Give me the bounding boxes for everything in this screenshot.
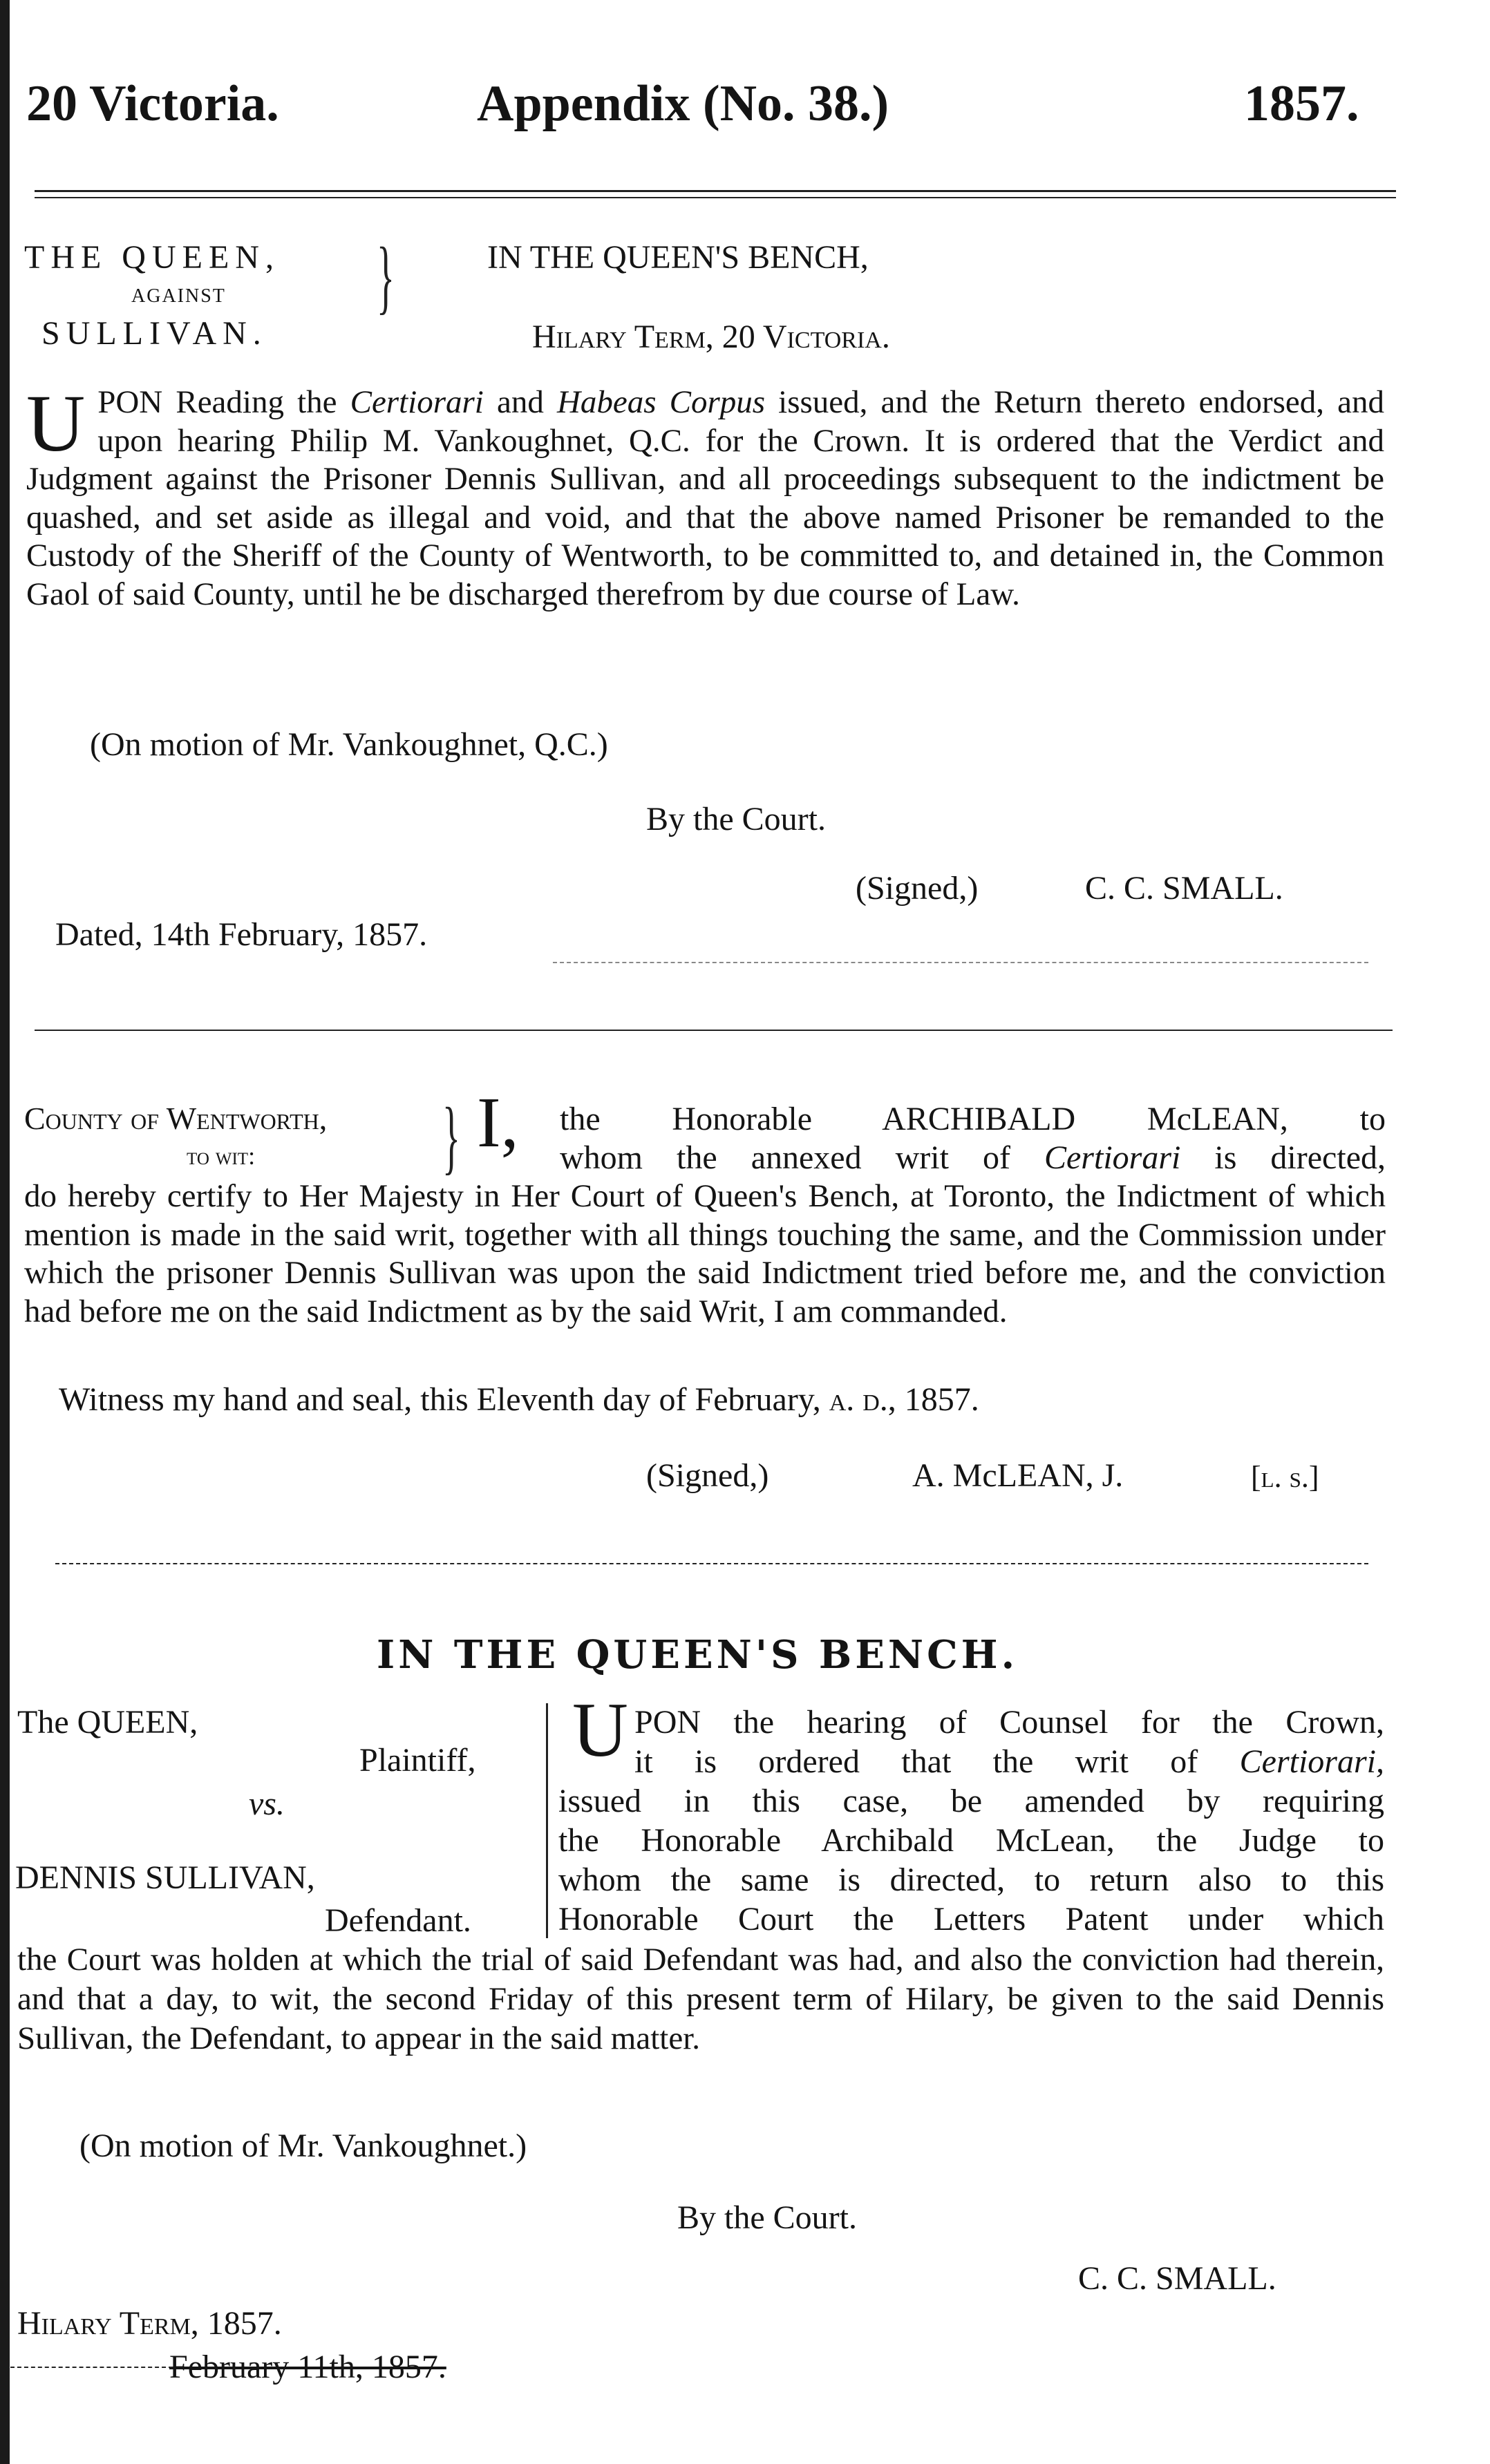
order2-case-bracket — [538, 1703, 548, 1938]
header-left: 20 Victoria. — [26, 75, 279, 132]
cert-body: do hereby certify to Her Majesty in Her Court of Queen's Bench, at Toronto, the Indictment of which mention is made in the said writ, together with all things touching the same, and the Commission under which the prisoner Dennis Sullivan was upon the said Indictment tried before me, and the conviction had before me on the said Indictment as by the said Writ, I am commanded. — [24, 1178, 1386, 1329]
cert-signed: (Signed,) — [646, 1457, 769, 1494]
case-left-2: AGAINST — [131, 285, 226, 307]
order2-date: February 11th, 1857. — [169, 2349, 446, 2385]
county-label: County of Wentworth, — [24, 1101, 328, 1136]
order2-case-5: Defendant. — [325, 1902, 471, 1939]
order1-dated: Dated, 14th February, 1857. — [55, 916, 428, 953]
order2-case-1: The QUEEN, — [17, 1704, 198, 1741]
drop-cap: U — [26, 378, 86, 468]
order1-signed: (Signed,) — [856, 870, 979, 907]
header-rule-bottom — [35, 197, 1396, 198]
order2-case-2: Plaintiff, — [359, 1742, 476, 1779]
header-rule-top — [35, 190, 1396, 192]
order2-by-court: By the Court. — [677, 2199, 857, 2236]
header-center: Appendix (No. 38.) — [477, 75, 889, 132]
case-brace: } — [377, 230, 395, 322]
binding-edge — [0, 0, 10, 2464]
order2-term: Hilary Term, 1857. — [17, 2305, 282, 2342]
county-brace: } — [442, 1090, 460, 1182]
order1-signer: C. C. SMALL. — [1085, 870, 1283, 907]
court-term: Hilary Term, 20 Victoria. — [532, 319, 890, 355]
order2-case-3: vs. — [249, 1785, 285, 1822]
order1-paragraph: UPON Reading the Certiorari and Habeas Corpus issued, and the Return thereto endorsed, and upon hearing Philip M. Vankoughnet, Q.C. for the Crown. It is ordered that the Verdict and Judgment against the Prisoner Dennis Sullivan, and all proceedings subsequent to the indictment be quashed, and set aside as illegal and void, and that the above named Prisoner be remanded to the Custody of the Sheriff of the County of Wentworth, to be committed to, and detained in, the Common Gaol of said County, until he be discharged therefrom by due course of Law. — [26, 378, 1384, 612]
cert-line1: the Honorable ARCHIBALD McLEAN, to — [560, 1101, 1386, 1137]
order2-motion: (On motion of Mr. Vankoughnet.) — [79, 2127, 527, 2164]
order2-title: IN THE QUEEN'S BENCH. — [377, 1632, 1019, 1678]
order2-r5: whom the same is directed, to return also to this — [558, 1861, 1384, 1898]
case-left-1: THE QUEEN, — [24, 239, 280, 276]
order2-drop-cap: U — [572, 1687, 628, 1773]
court-name: IN THE QUEEN'S BENCH, — [487, 239, 869, 276]
cert-line2: whom the annexed writ of Certiorari is directed, — [560, 1139, 1386, 1176]
order2-case-4: DENNIS SULLIVAN, — [15, 1859, 315, 1896]
cert-signer: A. McLEAN, J. — [912, 1457, 1124, 1494]
order2-r1: PON the hearing of Counsel for the Crown, — [634, 1704, 1384, 1741]
case-left-3: SULLIVAN. — [41, 315, 267, 352]
order1-by-court: By the Court. — [646, 801, 826, 837]
cert-seal: [l. s.] — [1251, 1460, 1319, 1494]
order1-dotted-rule — [553, 962, 1368, 963]
header-right: 1857. — [1244, 75, 1359, 132]
order2-r6: Honorable Court the Letters Patent under which — [558, 1901, 1384, 1937]
county-to-wit: to wit: — [187, 1142, 256, 1170]
order2-r3: issued in this case, be amended by requiring — [558, 1783, 1384, 1819]
cert-drop-cap: I, — [477, 1083, 519, 1162]
order2-signer: C. C. SMALL. — [1078, 2260, 1276, 2297]
order2-r2: it is ordered that the writ of Certiorari, — [634, 1743, 1384, 1780]
order1-motion: (On motion of Mr. Vankoughnet, Q.C.) — [90, 726, 608, 763]
cert-witness: Witness my hand and seal, this Eleventh day of February, a. d., 1857. — [59, 1381, 979, 1418]
section-rule-2 — [55, 1563, 1368, 1564]
order2-body: the Court was holden at which the trial of said Defendant was had, and also the conviction had therein, and that a day, to wit, the second Friday of this present term of Hilary, be given to the said Dennis Sullivan, the Defendant, to appear in the said matter. — [17, 1942, 1384, 2056]
section-rule-1 — [35, 1030, 1393, 1031]
footer-strike-rule — [10, 2367, 173, 2368]
order2-r4: the Honorable Archibald McLean, the Judge to — [558, 1822, 1384, 1859]
